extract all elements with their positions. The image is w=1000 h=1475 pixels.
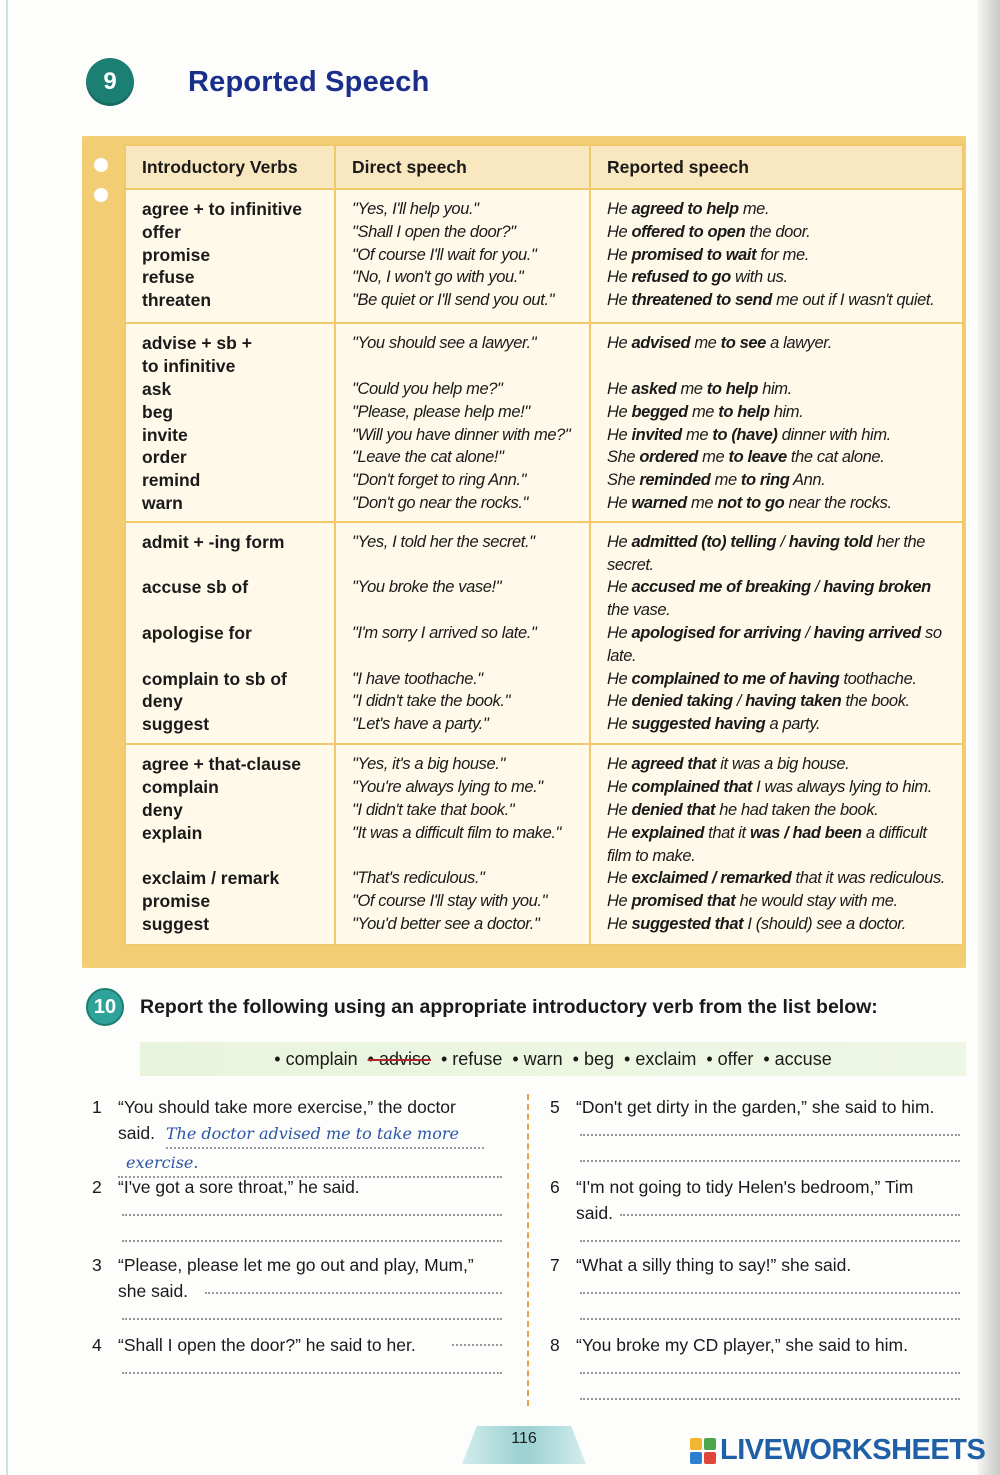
reported-speech-cell: [590, 189, 963, 323]
question-2: [92, 1174, 512, 1244]
direct-speech-line: "I have toothache.": [352, 669, 483, 688]
question-6: [550, 1174, 970, 1234]
reported-text: me: [697, 448, 729, 467]
reported-verb: accused me of breaking: [631, 578, 811, 597]
direct-speech-cell: [335, 323, 590, 522]
verb-line: warn: [142, 492, 183, 513]
word-label: accuse: [774, 1048, 832, 1069]
reported-text: He: [607, 669, 632, 688]
reported-verb: to (have): [712, 425, 778, 444]
reported-verb: advised: [631, 334, 691, 353]
reported-verb: offered to open: [631, 222, 746, 241]
reported-speech-line: [607, 599, 948, 622]
reported-verb: suggested that: [631, 915, 744, 934]
question-number: 8: [550, 1335, 560, 1355]
word-label: refuse: [452, 1048, 503, 1069]
answer-field[interactable]: [580, 1292, 960, 1294]
answer-field-line-2[interactable]: exercise.: [118, 1150, 502, 1178]
reported-text: He: [607, 755, 632, 774]
reported-verb: asked: [631, 379, 677, 398]
reported-verb: to help: [718, 402, 770, 421]
verb-line: invite: [142, 424, 188, 445]
reported-text: me: [681, 425, 713, 444]
reported-speech-line: [607, 913, 948, 936]
verb-line: explain: [142, 822, 203, 843]
question-text-cont: she said.: [118, 1281, 189, 1301]
reported-text: He: [607, 493, 632, 512]
reported-text: I (should) see a doctor.: [743, 915, 906, 934]
page-number-tab: [462, 1420, 586, 1464]
reported-text: He: [607, 379, 632, 398]
bullet-icon: •: [763, 1048, 775, 1069]
answer-field[interactable]: [122, 1240, 502, 1242]
verb-line: exclaim / remark: [142, 868, 280, 889]
reported-text: her the: [872, 532, 926, 551]
reported-text: me: [686, 493, 718, 512]
bullet-icon: •: [512, 1048, 524, 1069]
direct-speech-line: [352, 355, 575, 378]
reported-verb: denied that: [631, 801, 716, 820]
question-text: “What a silly thing to say!” she said.: [576, 1255, 852, 1275]
question-5: [550, 1094, 970, 1124]
table-row: [125, 189, 963, 323]
question-number: 2: [92, 1177, 102, 1197]
reported-verb: apologised for arriving: [631, 624, 802, 643]
direct-speech-line: "Of course I'll stay with you.": [352, 892, 548, 911]
reported-text: with us.: [730, 268, 788, 287]
reported-text: he had taken the book.: [715, 801, 879, 820]
verb-line: to infinitive: [142, 356, 236, 377]
direct-speech-line: [352, 645, 575, 668]
direct-speech-line: "I didn't take that book.": [352, 801, 515, 820]
reported-speech-line: [607, 198, 948, 221]
reported-text: the door.: [745, 222, 811, 241]
verb-line: threaten: [142, 290, 212, 311]
direct-speech-line: "Yes, it's a big house.": [352, 755, 505, 774]
direct-speech-line: "Let's have a party.": [352, 715, 489, 734]
reported-text: it was a big house.: [716, 755, 850, 774]
verb-line: [142, 845, 320, 868]
reported-speech-line: [607, 332, 948, 355]
reported-text: He: [607, 823, 632, 842]
reported-text: a difficult: [861, 823, 927, 842]
bullet-icon: •: [274, 1048, 286, 1069]
reported-speech-line: [607, 401, 948, 424]
reported-speech-line: [607, 668, 948, 691]
unit-header: [86, 58, 430, 106]
reported-speech-table: [124, 144, 964, 946]
word-list-item: [624, 1049, 696, 1070]
reported-text: the cat alone.: [786, 448, 885, 467]
answer-field-line-1[interactable]: The doctor advised me to take more: [166, 1121, 484, 1149]
answer-field[interactable]: [580, 1318, 960, 1320]
reported-text: /: [801, 624, 814, 643]
reported-text: me: [687, 402, 719, 421]
reported-verb: invited: [631, 425, 682, 444]
table-header-row: [125, 145, 963, 189]
verb-line: order: [142, 447, 187, 468]
reported-verb: to see: [720, 334, 766, 353]
page-edge-shadow: [978, 0, 1000, 1475]
reported-text: late.: [607, 646, 637, 665]
reported-verb: complained to me of having: [631, 669, 840, 688]
word-label: exclaim: [635, 1048, 697, 1069]
reported-speech-line: [607, 221, 948, 244]
answer-field[interactable]: [580, 1240, 960, 1242]
question-1: [92, 1094, 512, 1174]
reported-text: He: [607, 245, 632, 264]
word-list-item: [274, 1049, 357, 1070]
reported-text: He: [607, 778, 632, 797]
reported-text: He: [607, 334, 632, 353]
word-list-item: [573, 1049, 614, 1070]
answer-field[interactable]: [620, 1214, 960, 1216]
reported-verb: refused to go: [631, 268, 731, 287]
word-list-item: [441, 1049, 502, 1070]
reported-verb: exclaimed / remarked: [631, 869, 792, 888]
verb-line: [142, 554, 320, 577]
reported-verb: warned: [631, 493, 687, 512]
reported-text: He: [607, 692, 632, 711]
reported-text: /: [810, 578, 824, 597]
word-list-item: [763, 1049, 831, 1070]
reported-verb: having told: [788, 532, 873, 551]
reported-speech-line: [607, 867, 948, 890]
reported-text: He: [607, 402, 632, 421]
question-number: 3: [92, 1255, 102, 1275]
question-text: “Shall I open the door?” he said to her.: [118, 1335, 416, 1355]
reported-speech-line: [607, 492, 948, 515]
reported-speech-line: [607, 531, 948, 554]
answer-field[interactable]: [122, 1318, 502, 1320]
reported-text: near the rocks.: [784, 493, 892, 512]
reported-text: He: [607, 532, 632, 551]
reported-verb: reminded: [639, 471, 711, 490]
table-row: [125, 522, 963, 745]
reported-text: the vase.: [607, 601, 671, 620]
word-list-item: [512, 1049, 562, 1070]
reported-verb: to leave: [728, 448, 787, 467]
reported-speech-line: [607, 776, 948, 799]
reported-speech-line: [607, 713, 948, 736]
direct-speech-line: "Will you have dinner with me?": [352, 425, 571, 444]
question-number: 7: [550, 1255, 560, 1275]
reported-speech-cell: [590, 744, 963, 945]
introductory-verbs-cell: [125, 323, 335, 522]
reported-verb: ordered: [639, 448, 698, 467]
verb-line: promise: [142, 244, 211, 265]
reported-verb: promised to wait: [631, 245, 757, 264]
direct-speech-line: "Yes, I told her the secret.": [352, 532, 535, 551]
answer-field[interactable]: [122, 1214, 502, 1216]
table-row: [125, 744, 963, 945]
introductory-verbs-cell: [125, 522, 335, 745]
reported-verb: having taken: [745, 692, 842, 711]
verb-line: complain to sb of: [142, 668, 287, 689]
reported-speech-line: [607, 289, 948, 312]
reported-text: me: [690, 334, 721, 353]
reported-speech-line: [607, 469, 948, 492]
reported-verb: agreed that: [631, 755, 717, 774]
page-number: 116: [511, 1430, 537, 1447]
reported-speech-line: [607, 645, 948, 668]
reported-verb: denied taking: [631, 692, 733, 711]
verb-line: suggest: [142, 914, 210, 935]
reported-text: He: [607, 915, 632, 934]
answer-field[interactable]: [580, 1134, 960, 1136]
answer-field[interactable]: [580, 1372, 960, 1374]
reported-text: that it was rediculous.: [791, 869, 945, 888]
reported-text: him.: [758, 379, 792, 398]
bullet-icon: •: [706, 1048, 718, 1069]
reported-speech-line: [607, 355, 948, 378]
direct-speech-line: "Shall I open the door?": [352, 222, 516, 241]
decorative-dots: [94, 158, 108, 218]
introductory-verbs-cell: [125, 744, 335, 945]
reported-text: me: [676, 379, 707, 398]
direct-speech-line: "It was a difficult film to make.": [352, 823, 562, 842]
verb-line: refuse: [142, 267, 195, 288]
reported-speech-line: [607, 622, 948, 645]
question-7: [550, 1252, 970, 1282]
reported-text: he would stay with me.: [735, 892, 898, 911]
reported-verb: admitted (to) telling: [631, 532, 777, 551]
reported-verb: was / had been: [749, 823, 862, 842]
reported-speech-line: [607, 890, 948, 913]
brand-watermark: [690, 1434, 985, 1467]
reported-verb: explained: [631, 823, 704, 842]
reported-text: He: [607, 801, 632, 820]
reported-text: dinner with him.: [777, 425, 891, 444]
question-text: “Don't get dirty in the garden,” she said to him.: [576, 1097, 935, 1117]
question-text-cont: said.: [576, 1203, 613, 1223]
reported-text: He: [607, 578, 632, 597]
reported-verb: to help: [706, 379, 759, 398]
direct-speech-line: "Don't go near the rocks.": [352, 493, 528, 512]
reported-text: him.: [769, 402, 804, 421]
reported-text: He: [607, 268, 632, 287]
reported-speech-line: [607, 799, 948, 822]
reported-text: a party.: [765, 715, 821, 734]
word-list-item: [368, 1049, 431, 1070]
direct-speech-line: "Leave the cat alone!": [352, 448, 504, 467]
direct-speech-line: [352, 845, 575, 868]
verb-line: ask: [142, 378, 172, 399]
verb-line: advise + sb +: [142, 333, 252, 354]
bullet-icon: •: [367, 1048, 379, 1069]
question-text: “Please, please let me go out and play, Mum,”: [118, 1255, 474, 1275]
bullet-icon: •: [440, 1048, 453, 1069]
verb-line: promise: [142, 891, 211, 912]
direct-speech-line: "Please, please help me!": [352, 402, 530, 421]
reported-verb: begged: [631, 402, 688, 421]
reported-speech-line: [607, 446, 948, 469]
verb-line: deny: [142, 800, 183, 821]
exercise-instruction: Report the following using an appropriate introductory verb from the list below:: [140, 995, 878, 1018]
question-text: “You should take more exercise,” the doctor: [118, 1097, 456, 1117]
reported-text: me out if I wasn't quiet.: [771, 291, 935, 310]
reported-text: me.: [738, 200, 770, 218]
reported-text: film to make.: [607, 846, 696, 865]
verb-line: [142, 645, 320, 668]
reported-text: Ann.: [789, 471, 826, 490]
answer-field[interactable]: [205, 1292, 502, 1294]
reported-verb: suggested having: [631, 715, 766, 734]
header-introductory-verbs: Introductory Verbs: [125, 145, 335, 189]
reported-text: He: [607, 222, 632, 241]
liveworksheets-logo-icon: [690, 1438, 716, 1464]
direct-speech-line: "Could you help me?": [352, 379, 503, 398]
answer-field[interactable]: [580, 1398, 960, 1400]
reported-verb: promised that: [631, 892, 736, 911]
verb-line: admit + -ing form: [142, 531, 285, 552]
reported-verb: having broken: [823, 578, 931, 597]
question-number: 4: [92, 1335, 102, 1355]
verb-line: agree + to infinitive: [142, 199, 302, 219]
direct-speech-line: "You should see a lawyer.": [352, 334, 537, 353]
answer-field[interactable]: [452, 1344, 502, 1346]
reported-text: He: [607, 624, 632, 643]
direct-speech-line: "No, I won't go with you.": [352, 268, 524, 287]
word-label: offer: [717, 1048, 754, 1069]
reported-speech-line: [607, 753, 948, 776]
reported-text: He: [607, 425, 632, 444]
column-divider: [527, 1094, 529, 1406]
reported-verb: having arrived: [813, 624, 921, 643]
word-label: complain: [285, 1048, 358, 1069]
brand-name: LIVEWORKSHEETS: [720, 1434, 986, 1466]
header-direct-speech: Direct speech: [335, 145, 590, 189]
reported-text: that it: [704, 823, 750, 842]
reported-text: the book.: [841, 692, 910, 711]
bullet-icon: •: [572, 1048, 584, 1069]
unit-number-badge: 9: [86, 58, 134, 106]
question-text: “I've got a sore throat,” he said.: [118, 1177, 360, 1197]
direct-speech-line: [352, 599, 575, 622]
direct-speech-line: "Be quiet or I'll send you out.": [352, 291, 555, 310]
reported-text: secret.: [607, 555, 654, 574]
word-label: advise: [378, 1048, 431, 1069]
answer-field[interactable]: [580, 1160, 960, 1162]
page-margin-line: [6, 0, 8, 1475]
verb-line: deny: [142, 691, 183, 712]
reported-text: for me.: [756, 245, 809, 264]
question-number: 6: [550, 1177, 560, 1197]
word-list: [140, 1042, 966, 1076]
reported-text: She: [607, 448, 640, 467]
reported-speech-line: [607, 424, 948, 447]
exercise-header: [86, 988, 878, 1026]
reported-verb: threatened to send: [631, 291, 772, 310]
verb-line: remind: [142, 470, 201, 491]
question-text: “You broke my CD player,” she said to him.: [576, 1335, 908, 1355]
table-bottom-border: [124, 946, 966, 966]
reported-speech-line: [607, 266, 948, 289]
reported-verb: not to go: [717, 493, 785, 512]
reported-text: so: [920, 624, 942, 643]
direct-speech-line: "That's rediculous.": [352, 869, 485, 888]
reported-text: I was always lying to him.: [752, 778, 932, 797]
reported-speech-cell: [590, 323, 963, 522]
reported-verb: to ring: [740, 471, 790, 490]
header-reported-speech: Reported speech: [590, 145, 963, 189]
reported-speech-line: [607, 378, 948, 401]
verb-line: apologise for: [142, 623, 252, 644]
verb-line: offer: [142, 221, 181, 242]
verb-line: beg: [142, 401, 174, 422]
direct-speech-line: "You're always lying to me.": [352, 778, 543, 797]
reported-speech-line: [607, 845, 948, 868]
question-3: [92, 1252, 512, 1312]
direct-speech-line: [352, 554, 575, 577]
reported-text: me: [710, 471, 741, 490]
direct-speech-line: "I didn't take the book.": [352, 692, 511, 711]
reported-verb: agreed to help: [631, 200, 739, 218]
verb-line: suggest: [142, 714, 210, 735]
reported-text: He: [607, 291, 632, 310]
reported-text: /: [776, 532, 789, 551]
verb-line: [142, 599, 320, 622]
exercise-number-badge: 10: [86, 988, 124, 1026]
question-4: [92, 1332, 512, 1362]
direct-speech-line: "I'm sorry I arrived so late.": [352, 624, 537, 643]
verb-line: agree + that-clause: [142, 754, 302, 775]
reported-speech-line: [607, 822, 948, 845]
word-list-item: [706, 1049, 753, 1070]
table-row: [125, 323, 963, 522]
reported-speech-line: [607, 576, 948, 599]
word-label: warn: [523, 1048, 563, 1069]
reported-text: He: [607, 869, 632, 888]
reported-verb: complained that: [631, 778, 752, 797]
question-8: [550, 1332, 970, 1362]
introductory-verbs-cell: [125, 189, 335, 323]
reported-text: toothache.: [839, 669, 917, 688]
reported-text: He: [607, 200, 632, 218]
direct-speech-line: "You'd better see a doctor.": [352, 915, 540, 934]
page-title: Reported Speech: [188, 65, 430, 98]
reported-speech-line: [607, 244, 948, 267]
question-number: 5: [550, 1097, 560, 1117]
reported-speech-line: [607, 554, 948, 577]
question-text-cont: said.: [118, 1123, 155, 1143]
question-text: “I'm not going to tidy Helen's bedroom,” Tim: [576, 1177, 914, 1197]
word-label: beg: [583, 1048, 615, 1069]
direct-speech-cell: [335, 189, 590, 323]
reported-text: He: [607, 715, 632, 734]
direct-speech-cell: [335, 744, 590, 945]
direct-speech-line: "Don't forget to ring Ann.": [352, 471, 527, 490]
reported-text: She: [607, 471, 640, 490]
direct-speech-line: "Yes, I'll help you.": [352, 200, 479, 218]
reported-text: /: [732, 692, 746, 711]
verb-line: complain: [142, 777, 219, 798]
question-number: 1: [92, 1097, 102, 1117]
direct-speech-line: "Of course I'll wait for you.": [352, 245, 537, 264]
answer-field[interactable]: [122, 1372, 502, 1374]
reported-text: a lawyer.: [765, 334, 832, 353]
verb-line: accuse sb of: [142, 577, 249, 598]
reported-speech-line: [607, 690, 948, 713]
bullet-icon: •: [624, 1048, 636, 1069]
reported-speech-cell: [590, 522, 963, 745]
reported-text: He: [607, 892, 632, 911]
direct-speech-cell: [335, 522, 590, 745]
direct-speech-line: "You broke the vase!": [352, 578, 502, 597]
